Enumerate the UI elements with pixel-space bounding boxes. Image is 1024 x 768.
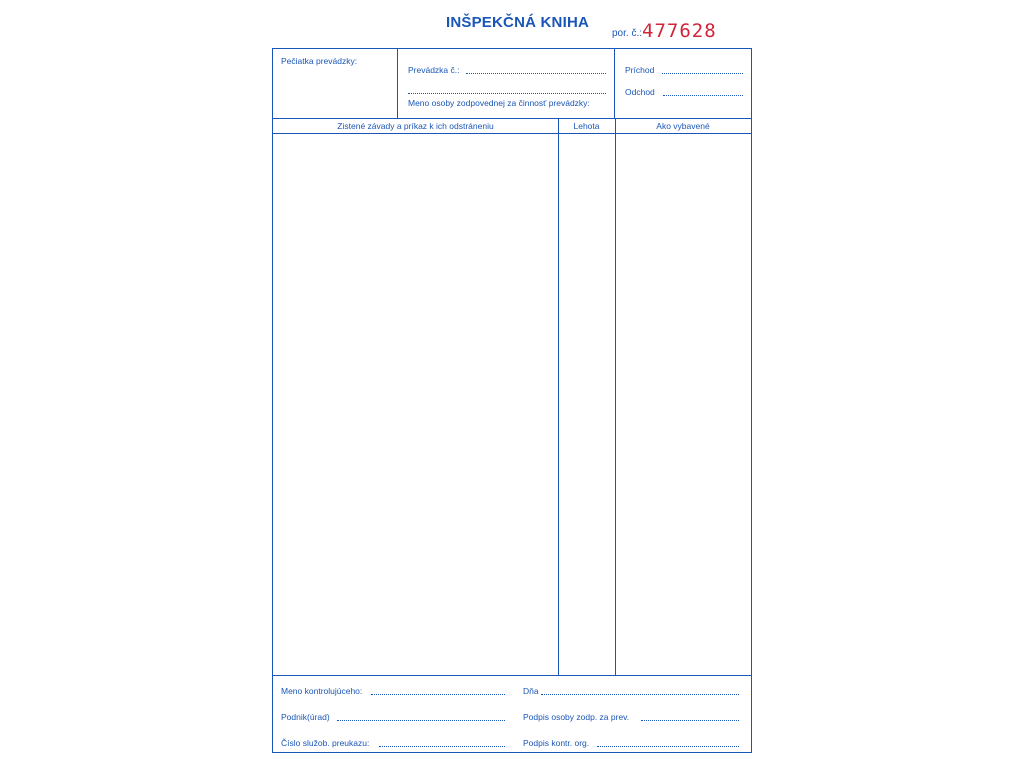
establishment-label: Prevádzka č.: [408, 65, 460, 75]
header-divider [273, 118, 751, 119]
column-header-defects: Zistené závady a príkaz k ich odstráneniu [337, 121, 494, 131]
inspector-field[interactable] [371, 694, 505, 695]
company-label: Podnik(úrad) [281, 712, 330, 722]
signature-responsible-label: Podpis osoby zodp. za prev. [523, 712, 630, 722]
page-title: INŠPEKČNÁ KNIHA [446, 14, 590, 31]
stamp-divider [397, 49, 398, 118]
responsible-field[interactable] [408, 93, 606, 94]
column-header-divider [273, 133, 751, 134]
departure-label: Odchod [625, 87, 655, 97]
responsible-label: Meno osoby zodpovednej za činnosť prevádzky: [408, 98, 590, 108]
id-number-field[interactable] [379, 746, 505, 747]
inspection-form [272, 48, 752, 753]
establishment-field[interactable] [466, 73, 606, 74]
column-header-deadline: Lehota [573, 121, 600, 131]
stamp-label: Pečiatka prevádzky: [281, 56, 358, 66]
serial-label: por. č.: [612, 28, 643, 39]
signature-responsible-field[interactable] [641, 720, 739, 721]
departure-field[interactable] [663, 95, 743, 96]
date-field[interactable] [541, 694, 739, 695]
time-divider [614, 49, 615, 118]
id-number-label: Číslo služob. preukazu: [281, 738, 370, 748]
signature-inspector-label: Podpis kontr. org. [523, 738, 590, 748]
deadline-column-divider [558, 118, 559, 675]
resolution-column-divider [615, 118, 616, 675]
arrival-label: Príchod [625, 65, 655, 75]
arrival-field[interactable] [662, 73, 743, 74]
company-field[interactable] [337, 720, 505, 721]
signature-inspector-field[interactable] [597, 746, 739, 747]
inspector-label: Meno kontrolujúceho: [281, 686, 363, 696]
column-header-resolution: Ako vybavené [656, 121, 710, 131]
serial-number: 477628 [642, 20, 717, 42]
footer-divider [273, 675, 751, 676]
date-label: Dňa [523, 686, 539, 696]
